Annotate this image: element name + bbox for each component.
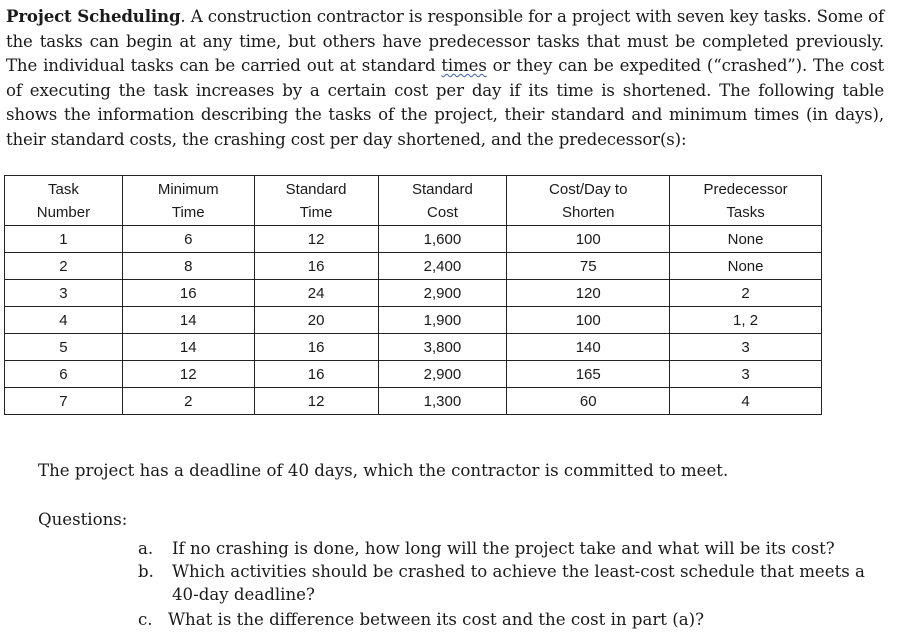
table-cell: 2,900 [378, 280, 507, 307]
table-cell: 16 [122, 280, 254, 307]
table-cell: 1,300 [378, 388, 507, 415]
table-cell: 100 [507, 307, 670, 334]
task-table [4, 175, 822, 415]
table-cell: 140 [507, 334, 670, 361]
table-cell: 16 [254, 253, 378, 280]
table-cell: 3 [670, 361, 822, 388]
table-cell: 1,600 [378, 226, 507, 253]
table-row [5, 388, 822, 415]
question-label: a. [138, 539, 154, 558]
table-cell: 12 [122, 361, 254, 388]
header-minimum-time: Minimum Time [122, 176, 254, 226]
table-row [5, 361, 822, 388]
table-cell: None [670, 253, 822, 280]
table-cell: 20 [254, 307, 378, 334]
header-cost-per-day: Cost/Day to Shorten [507, 176, 670, 226]
table-header-row [5, 176, 822, 226]
table-cell: 7 [5, 388, 123, 415]
table-cell: 3 [670, 334, 822, 361]
question-text: Which activities should be crashed to achieve the least-cost schedule that meets a 40-day deadline? [172, 562, 865, 604]
description-part-1: . A construction contractor is responsible for a project with seven key tasks. Some of the tasks can begin at any time, but others have predecessor tasks that must be completed previously. The individual tasks can be carried out at standard [6, 7, 884, 75]
deadline-statement: The project has a deadline of 40 days, which the contractor is committed to meet. [38, 461, 729, 480]
header-standard-cost: Standard Cost [378, 176, 507, 226]
table-cell: 2,400 [378, 253, 507, 280]
table-cell: 6 [5, 361, 123, 388]
table-cell: 120 [507, 280, 670, 307]
table-cell: 4 [5, 307, 123, 334]
description-part-2: or they can be expedited (“crashed”). The cost of executing the task increases by a certain cost per day if its time is shortened. The following table shows the information describing the tasks of the project, their standard and minimum times (in days), their standard costs, the crashing cost per day shortened, and the predecessor(s): [6, 56, 884, 149]
table-cell: 4 [670, 388, 822, 415]
table-cell: 1,900 [378, 307, 507, 334]
table-row [5, 280, 822, 307]
table-cell: 2 [122, 388, 254, 415]
problem-title: Project Scheduling [6, 6, 181, 26]
table-cell: 2 [5, 253, 123, 280]
table-cell: 5 [5, 334, 123, 361]
questions-heading: Questions: [38, 510, 128, 529]
table-cell: 2,900 [378, 361, 507, 388]
table-cell: 2 [670, 280, 822, 307]
table-cell: 165 [507, 361, 670, 388]
spellcheck-underlined-word: times [441, 56, 487, 75]
table-cell: 12 [254, 388, 378, 415]
table-row [5, 253, 822, 280]
problem-description [6, 4, 884, 152]
table-cell: 1, 2 [670, 307, 822, 334]
question-label: c. [138, 610, 153, 629]
table-cell: 6 [122, 226, 254, 253]
table-cell: 12 [254, 226, 378, 253]
question-text: If no crashing is done, how long will the project take and what will be its cost? [172, 539, 835, 558]
table-row [5, 334, 822, 361]
header-task-number: Task Number [5, 176, 123, 226]
table-cell: None [670, 226, 822, 253]
table-cell: 3,800 [378, 334, 507, 361]
table-cell: 75 [507, 253, 670, 280]
header-predecessor-tasks: Predecessor Tasks [670, 176, 822, 226]
table-cell: 16 [254, 361, 378, 388]
question-text: What is the difference between its cost and the cost in part (a)? [168, 610, 704, 629]
header-standard-time: Standard Time [254, 176, 378, 226]
table-cell: 3 [5, 280, 123, 307]
table-cell: 60 [507, 388, 670, 415]
table-cell: 8 [122, 253, 254, 280]
table-cell: 16 [254, 334, 378, 361]
table-cell: 100 [507, 226, 670, 253]
table-cell: 14 [122, 307, 254, 334]
table-row [5, 307, 822, 334]
table-cell: 1 [5, 226, 123, 253]
table-cell: 24 [254, 280, 378, 307]
question-label: b. [138, 562, 154, 581]
table-row [5, 226, 822, 253]
table-cell: 14 [122, 334, 254, 361]
